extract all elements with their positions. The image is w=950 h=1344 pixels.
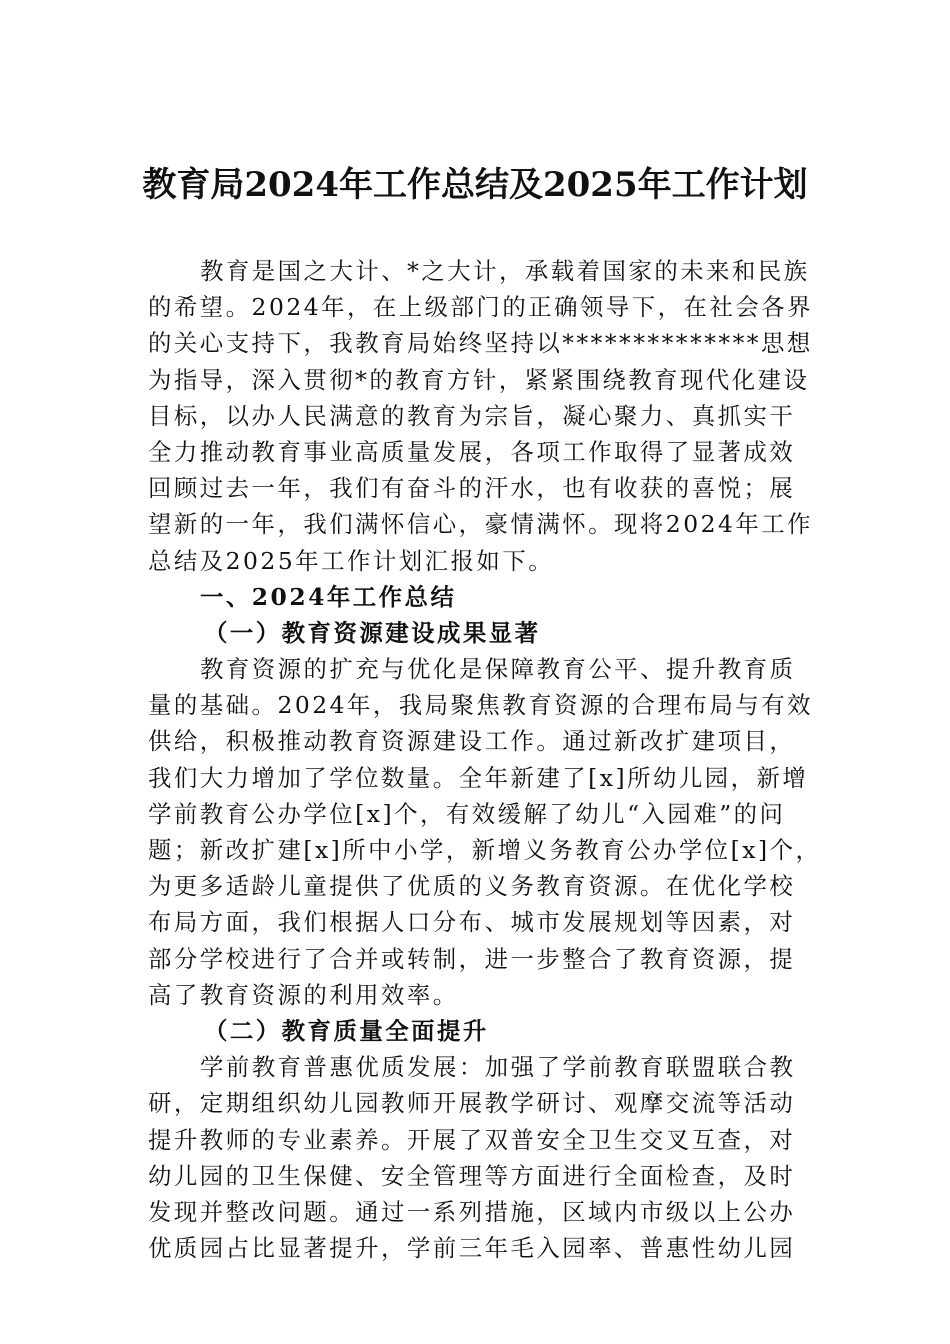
paragraph-line: 学前教育普惠优质发展：加强了学前教育联盟联合教 <box>200 1053 796 1082</box>
document-title: 教育局2024年工作总结及2025年工作计划 <box>142 165 808 205</box>
paragraph-line: 望新的一年，我们满怀信心，豪情满怀。现将2024年工作 <box>148 510 814 539</box>
document-body <box>148 253 822 1266</box>
paragraph-line: 研，定期组织幼儿园教师开展教学研讨、观摩交流等活动 <box>148 1089 796 1118</box>
paragraph-line: 部分学校进行了合并或转制，进一步整合了教育资源，提 <box>148 944 796 973</box>
subsection-heading: （二）教育质量全面提升 <box>204 1016 489 1045</box>
paragraph-line: 为更多适龄儿童提供了优质的义务教育资源。在优化学校 <box>148 872 796 901</box>
paragraph-line: 学前教育公办学位[x]个，有效缓解了幼儿“入园难”的问 <box>148 799 786 828</box>
paragraph-line: 为指导，深入贯彻*的教育方针，紧紧围绕教育现代化建设 <box>148 365 810 394</box>
paragraph-line: 回顾过去一年，我们有奋斗的汗水，也有收获的喜悦；展 <box>148 474 796 503</box>
paragraph-line: 的关心支持下，我教育局始终坚持以**************思想 <box>148 329 813 358</box>
section-heading: 一、2024年工作总结 <box>200 582 457 611</box>
paragraph-line: 布局方面，我们根据人口分布、城市发展规划等因素，对 <box>148 908 796 937</box>
paragraph-line: 全力推动教育事业高质量发展，各项工作取得了显著成效 <box>148 437 796 466</box>
paragraph-line: 供给，积极推动教育资源建设工作。通过新改扩建项目， <box>148 727 796 756</box>
paragraph-line: 量的基础。2024年，我局聚焦教育资源的合理布局与有效 <box>148 691 814 720</box>
paragraph-line: 提升教师的专业素养。开展了双普安全卫生交叉互查，对 <box>148 1125 796 1154</box>
paragraph-line: 高了教育资源的利用效率。 <box>148 980 459 1009</box>
paragraph-line: 目标，以办人民满意的教育为宗旨，凝心聚力、真抓实干 <box>148 401 796 430</box>
paragraph-line: 教育资源的扩充与优化是保障教育公平、提升教育质 <box>200 655 796 684</box>
paragraph-line: 题；新改扩建[x]所中小学，新增义务教育公办学位[x]个， <box>148 836 822 864</box>
paragraph-line: 优质园占比显著提升，学前三年毛入园率、普惠性幼儿园 <box>148 1234 796 1263</box>
paragraph-line: 我们大力增加了学位数量。全年新建了[x]所幼儿园，新增 <box>148 763 809 792</box>
paragraph-line: 教育是国之大计、*之大计，承载着国家的未来和民族 <box>200 257 810 285</box>
subsection-heading: （一）教育资源建设成果显著 <box>204 618 541 647</box>
paragraph-line: 的希望。2024年，在上级部门的正确领导下，在社会各界 <box>148 293 814 322</box>
paragraph-line: 幼儿园的卫生保健、安全管理等方面进行全面检查，及时 <box>148 1161 796 1190</box>
paragraph-line: 总结及2025年工作计划汇报如下。 <box>148 546 555 575</box>
paragraph-line: 发现并整改问题。通过一系列措施，区域内市级以上公办 <box>148 1197 796 1226</box>
